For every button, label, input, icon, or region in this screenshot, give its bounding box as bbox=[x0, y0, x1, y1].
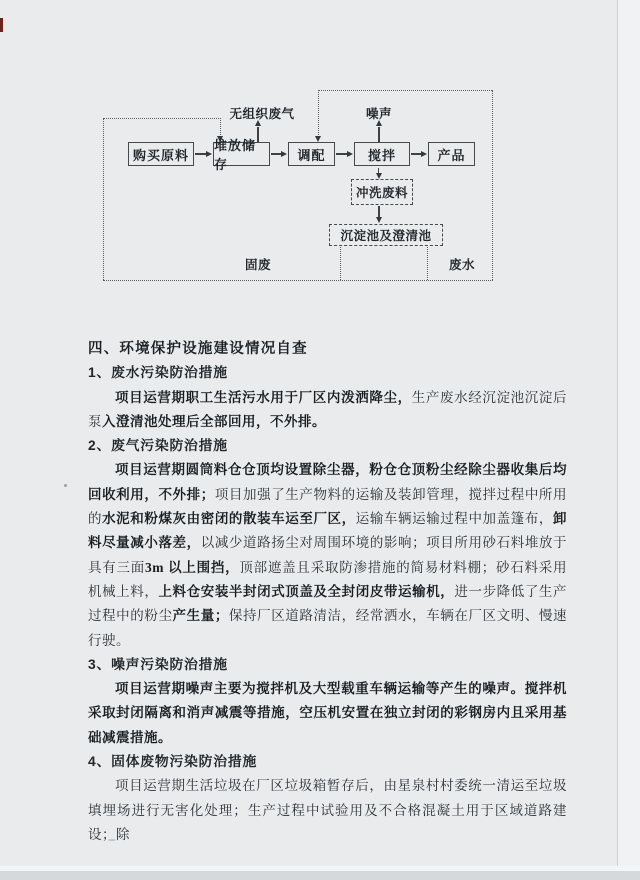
label-solid-waste: 固废 bbox=[244, 258, 271, 272]
box-product: 产品 bbox=[428, 142, 475, 166]
text-run-bold: 卸料尽量减小落差， bbox=[88, 511, 568, 551]
label-wastewater: 废水 bbox=[448, 258, 475, 272]
text-run: 顶部遮盖且采取防渗措施的简易材料棚；砂石料采用机械上料， bbox=[88, 559, 568, 599]
text-run: 项目加强了生产物料的运输及装卸管理，搅拌过程中所用的 bbox=[88, 486, 568, 527]
text-run-bold: 项目运营期噪声主要为搅拌机及大型载重车辆运输等产生的噪声。搅拌机采取封闭隔离和消声减震等措施，空压机安置在独立封闭的彩钢房内且采用基础减震措施。 bbox=[88, 681, 567, 745]
arrowhead-right-icon bbox=[281, 151, 287, 157]
boundary-top-right bbox=[318, 90, 492, 91]
text-run: 生产废水经沉淀池沉淀后泵 bbox=[88, 389, 568, 429]
paragraph bbox=[88, 386, 567, 435]
box-stacking-storage: 堆放储存 bbox=[213, 142, 270, 166]
boundary-bottom bbox=[103, 280, 493, 281]
arrowhead-up-icon bbox=[376, 120, 382, 126]
document-text bbox=[88, 337, 567, 847]
arrow-mixing-to-noise bbox=[378, 127, 380, 142]
document-heading: 四、环境保护设施建设情况自查 bbox=[88, 341, 308, 357]
arrowhead-down-icon bbox=[376, 217, 382, 223]
box-purchase-materials: 购买原料 bbox=[128, 142, 194, 166]
box-rinse-waste: 冲洗废料 bbox=[351, 179, 413, 205]
section-title-1: 1、废水污染防治措施 bbox=[88, 365, 228, 381]
boundary-right bbox=[492, 90, 493, 280]
text-run: 进一步降低了生产过程中的粉尘 bbox=[88, 583, 568, 624]
text-run-bold: 入澄清池处理后全部回用，不外排。 bbox=[102, 413, 326, 429]
box-mixing: 搅拌 bbox=[354, 142, 410, 166]
paragraph bbox=[88, 677, 567, 750]
label-noise: 噪声 bbox=[365, 107, 392, 121]
arrowhead-right-icon bbox=[206, 151, 212, 157]
dotted-arrow-to-blending bbox=[318, 90, 319, 137]
section-title-3: 3、噪声污染防治措施 bbox=[88, 656, 228, 672]
paragraph bbox=[88, 458, 567, 652]
arrowhead-right-icon bbox=[421, 151, 427, 157]
box-sedimentation-clarifier: 沉淀池及澄清池 bbox=[329, 224, 443, 246]
text-run: 运输车辆运输过程中加盖篷布， bbox=[355, 511, 554, 527]
text-run-bold: 产生量； bbox=[172, 608, 229, 624]
box-blending: 调配 bbox=[288, 142, 335, 166]
text-run-bold: 项目运营期圆筒料仓仓顶均设置除尘器，粉仓仓顶粉尘经除尘器收集后均回收利用，不外排； bbox=[88, 462, 567, 502]
text-run-bold: 3m 以上围挡， bbox=[145, 559, 240, 575]
text-run-bold: 项目运营期职工生活污水用于厂区内泼洒降尘， bbox=[115, 389, 412, 405]
boundary-top-left bbox=[103, 118, 221, 119]
scan-speckle-1 bbox=[64, 484, 67, 487]
production-process-flowchart bbox=[0, 0, 640, 320]
text-run-bold: 上料仓安装半封闭式顶盖及全封闭皮带运输机， bbox=[158, 583, 455, 599]
text-run: 保持厂区道路清洁，经常洒水，车辆在厂区文明、慢速行驶。 bbox=[88, 608, 568, 648]
section-title-2: 2、废气污染防治措施 bbox=[88, 438, 228, 454]
arrow-rinse-to-sedimentation bbox=[378, 206, 380, 217]
dotted-drop-right bbox=[427, 247, 428, 280]
dotted-drop-left bbox=[340, 247, 341, 280]
text-run: 项目运营期生活垃圾在厂区垃圾箱暂存后，由星泉村村委统一清运至垃圾填埋场进行无害化处理；生产过程中试验用及不合格混凝土用于区域道路建设；除 bbox=[88, 778, 567, 842]
document-sections bbox=[88, 361, 567, 847]
arrowhead-up-icon bbox=[255, 120, 261, 126]
page-bottom-shadow bbox=[0, 871, 640, 880]
section-title-4: 4、固体废物污染防治措施 bbox=[88, 754, 258, 770]
label-fugitive-gas: 无组织废气 bbox=[229, 107, 295, 121]
text-run: 以减少道路扬尘对周围环境的影响；项目所用砂石料堆放于具有三面 bbox=[88, 535, 568, 575]
boundary-left bbox=[103, 118, 104, 280]
paragraph bbox=[88, 774, 567, 847]
text-run-bold: 水泥和粉煤灰由密闭的散装车运至厂区， bbox=[102, 511, 356, 527]
arrowhead-right-icon bbox=[347, 151, 353, 157]
